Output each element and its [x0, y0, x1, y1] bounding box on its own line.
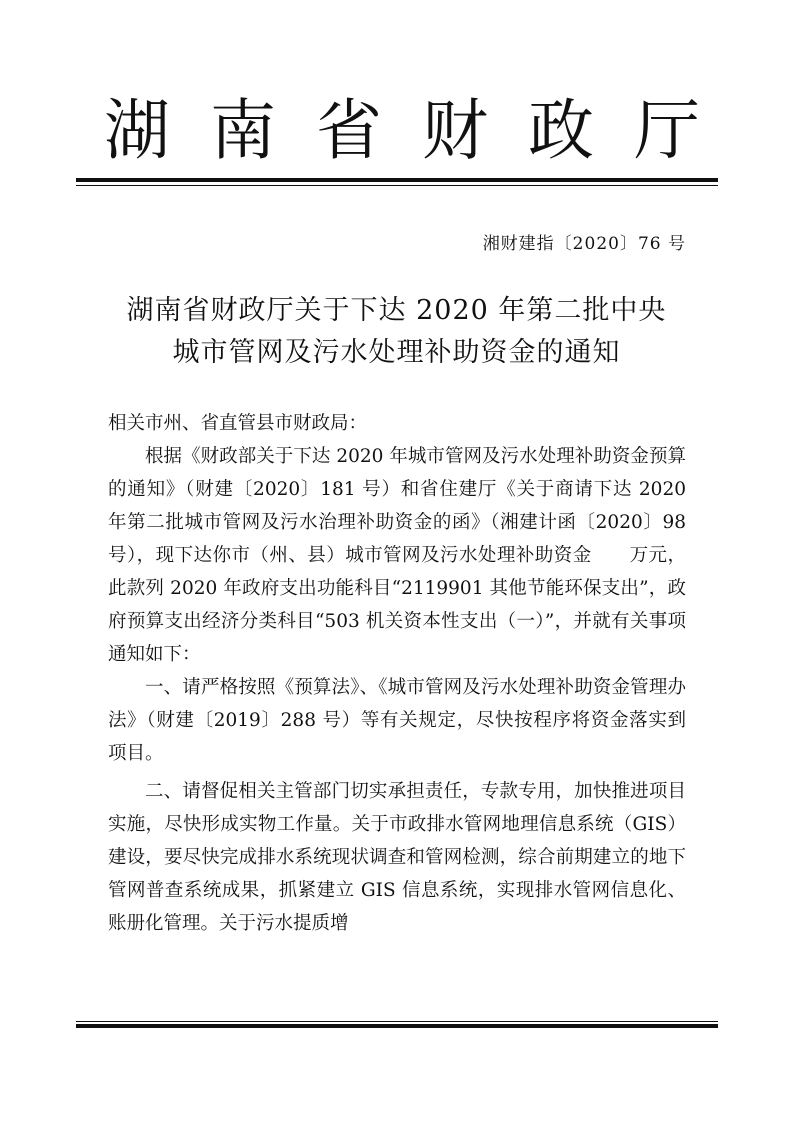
- letterhead-character: 南: [210, 92, 276, 169]
- title-line-1: 湖南省财政厅关于下达 2020 年第二批中央: [126, 295, 667, 326]
- footer-rule-thin: [76, 1021, 718, 1022]
- document-title: [80, 290, 713, 374]
- document-body: [108, 407, 686, 940]
- letterhead-character: 政: [528, 92, 594, 169]
- letterhead-title: [104, 86, 700, 176]
- document-number: 湘财建指〔2020〕76 号: [482, 234, 686, 254]
- addressee: 相关市州、省直管县市财政局：: [108, 413, 368, 434]
- letterhead-character: 厅: [634, 92, 700, 169]
- title-line-2: 城市管网及污水处理补助资金的通知: [172, 337, 621, 368]
- letterhead-character: 财: [422, 92, 488, 169]
- body-paragraph-intro: 根据《财政部关于下达 2020 年城市管网及污水处理补助资金预算的通知》（财建〔2020〕181 号）和省住建厅《关于商请下达 2020 年第二批城市管网及污水治理补助资金的函》（湘建计函〔2020〕98 号），现下达你市（州、县）城市管网及污水处理补助资金 万元，此款列 2020 年政府支出功能科目“2119901 其他节能环保支出”，政府预算支出经济分类科目“503 机关资本性支出（一）”，并就有关事项通知如下：: [108, 446, 686, 665]
- body-paragraph-item-1: 一、请严格按照《预算法》、《城市管网及污水处理补助资金管理办法》（财建〔2019〕288 号）等有关规定，尽快按程序将资金落实到项目。: [108, 677, 686, 764]
- letterhead-character: 省: [316, 92, 382, 169]
- letterhead-rule-thick: [76, 178, 718, 182]
- body-paragraph-item-2: 二、请督促相关主管部门切实承担责任，专款专用，加快推进项目实施，尽快形成实物工作量。关于市政排水管网地理信息系统（GIS）建设，要尽快完成排水系统现状调查和管网检测，综合前期建立的地下管网普查系统成果，抓紧建立 GIS 信息系统，实现排水管网信息化、账册化管理。关于污水提质增: [108, 781, 686, 934]
- letterhead-character: 湖: [104, 92, 170, 169]
- letterhead-rule-thin: [76, 185, 718, 186]
- footer-rule-thick: [76, 1024, 718, 1028]
